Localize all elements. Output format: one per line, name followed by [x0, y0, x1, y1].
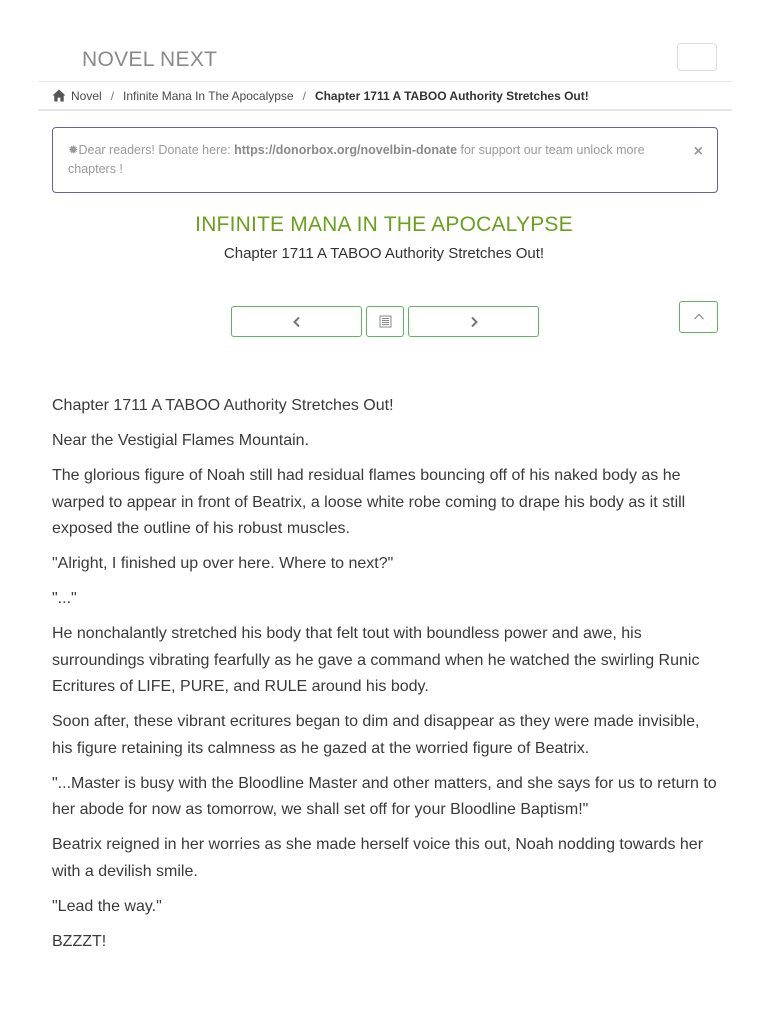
alert-text-suffix: for support our team unlock more chapters !	[68, 143, 645, 176]
content-paragraph: He nonchalantly stretched his body that felt tout with boundless power and awe, his surroundings vibrating fearfully as he gave a command when he watched the swirling Runic Ecritures of LIFE, PURE, and RULE around his body.	[52, 625, 700, 695]
alert-text: ✹Dear readers! Donate here:	[68, 143, 235, 157]
content-paragraph: "...Master is busy with the Bloodline Master and other matters, and she says for us to return to her abode for now as tomorrow, we shall set off for your Bloodline Baptism!"	[52, 774, 717, 818]
novel-title[interactable]: INFINITE MANA IN THE APOCALYPSE	[195, 213, 573, 236]
chevron-right-icon	[469, 316, 479, 328]
next-chapter-button[interactable]	[408, 306, 539, 337]
home-icon[interactable]	[52, 89, 66, 102]
content-paragraph: "Lead the way."	[52, 897, 162, 915]
donation-alert	[52, 127, 718, 193]
breadcrumb-separator: /	[302, 88, 306, 103]
breadcrumb-current-chapter: Chapter 1711 A TABOO Authority Stretches Out!	[314, 88, 589, 103]
prev-chapter-button[interactable]	[231, 306, 362, 337]
menu-toggle-button[interactable]	[677, 43, 717, 71]
chevron-left-icon	[292, 316, 302, 328]
chapter-title: Chapter 1711 A TABOO Authority Stretches Out!	[223, 245, 545, 262]
donate-link[interactable]: https://donorbox.org/novelbin-donate	[234, 143, 458, 157]
content-paragraph: The glorious figure of Noah still had residual flames bouncing off of his naked body as he warped to appear in front of Beatrix, a loose white robe coming to drape his body as it still exposed the outline of his robust muscles.	[52, 467, 686, 537]
content-paragraph: Soon after, these vibrant ecritures began to dim and disappear as they were made invisible, his figure retaining its calmness as he gazed at the worried figure of Beatrix.	[52, 713, 700, 757]
chevron-up-icon	[693, 312, 705, 322]
scroll-top-button[interactable]	[679, 301, 718, 333]
close-icon[interactable]: ×	[693, 143, 703, 160]
list-icon	[379, 315, 392, 328]
navbar	[38, 38, 732, 82]
content-paragraph: Beatrix reigned in her worries as she made herself voice this out, Noah nodding towards her with a devilish smile.	[52, 836, 704, 880]
breadcrumb-separator: /	[110, 88, 115, 103]
content-paragraph: "Alright, I finished up over here. Where to next?"	[52, 555, 394, 572]
chapter-list-button[interactable]	[366, 306, 404, 337]
breadcrumb-novel-title[interactable]: Infinite Mana In The Apocalypse	[123, 88, 294, 103]
content-paragraph: "..."	[52, 590, 77, 607]
content-paragraph: Chapter 1711 A TABOO Authority Stretches Out!	[52, 397, 394, 414]
breadcrumb-novel[interactable]: Novel	[71, 88, 102, 103]
content-paragraph: BZZZT!	[52, 932, 107, 950]
site-brand[interactable]: NOVEL NEXT	[82, 48, 218, 71]
content-paragraph: Near the Vestigial Flames Mountain.	[52, 432, 310, 449]
breadcrumb	[38, 82, 732, 111]
chapter-content	[52, 393, 720, 964]
